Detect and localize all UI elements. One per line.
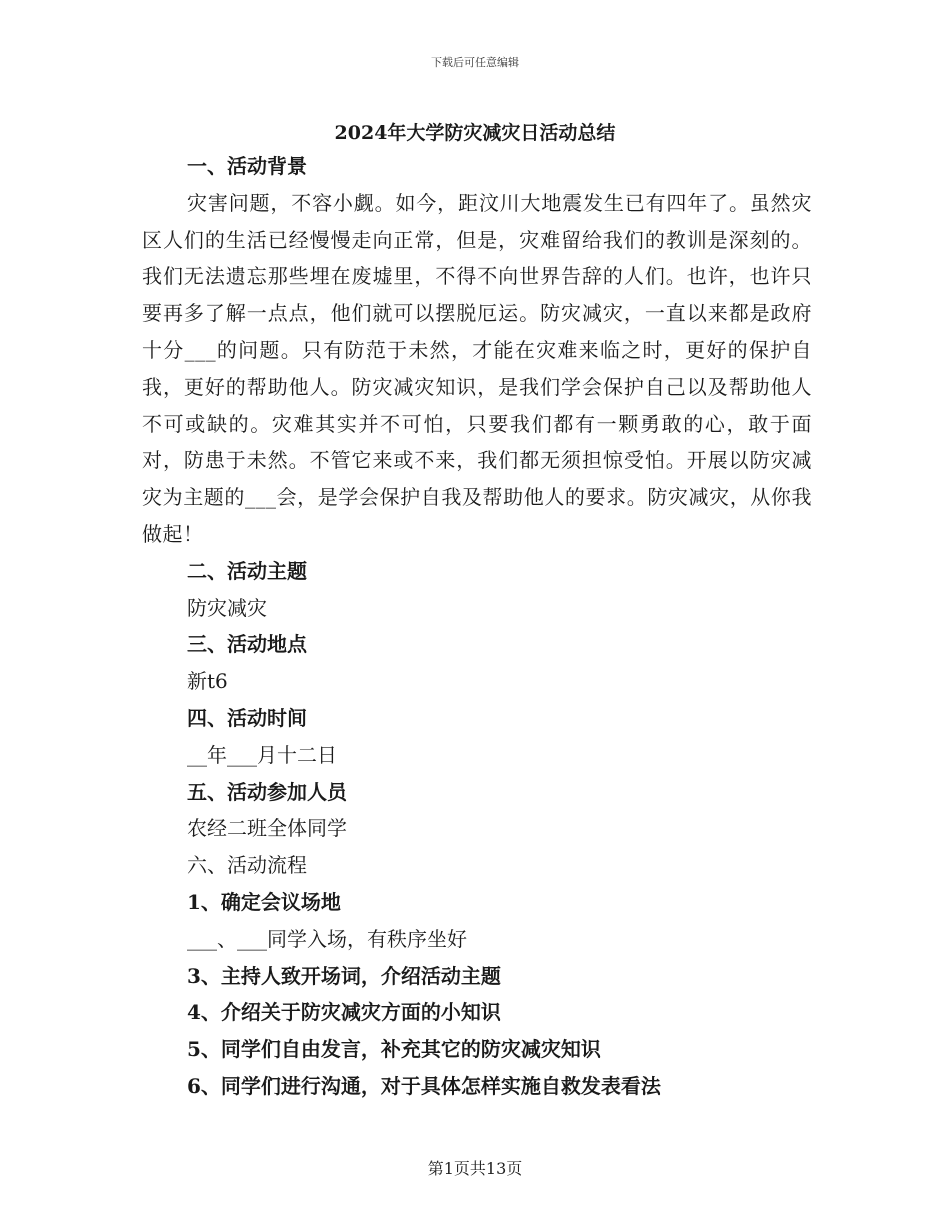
process-step-3: 3、主持人致开场词，介绍活动主题: [187, 963, 501, 988]
background-paragraph: 灾害问题，不容小觑。如今，距汶川大地震发生已有四年了。虽然灾区人们的生活已经慢慢走向正常，但是，灾难留给我们的教训是深刻的。我们无法遗忘那些埋在废墟里，不得不向世界告辞的人们。也许，也许只要再多了解一点点，他们就可以摆脱厄运。防灾减灾，一直以来都是政府十分___的问题。只有防范于未然，才能在灾难来临之时，更好的保护自我，更好的帮助他人。防灾减灾知识，是我们学会保护自己以及帮助他人不可或缺的。灾难其实并不可怕，只要我们都有一颗勇敢的心，敢于面对，防患于未然。不管它来或不来，我们都无须担惊受怕。开展以防灾减灾为主题的___会，是学会保护自我及帮助他人的要求。防灾减灾，从你我做起！: [142, 190, 812, 546]
document-title: 2024年大学防灾减灾日活动总结: [334, 122, 616, 144]
process-step-4: 4、介绍关于防灾减灾方面的小知识: [187, 1000, 501, 1025]
section-heading-theme: 二、活动主题: [187, 558, 307, 583]
section-heading-participants: 五、活动参加人员: [187, 779, 347, 804]
process-step-6: 6、同学们进行沟通，对于具体怎样实施自救发表看法: [187, 1073, 661, 1098]
section-heading-process: 六、活动流程: [187, 853, 307, 878]
document-body: [142, 148, 812, 1105]
process-step-2: ___、___同学入场，有秩序坐好: [187, 926, 467, 951]
process-step-1: 1、确定会议场地: [187, 889, 341, 914]
participants-text: 农经二班全体同学: [187, 816, 347, 841]
section-heading-time: 四、活动时间: [187, 705, 307, 730]
section-heading-location: 三、活动地点: [187, 632, 307, 657]
location-text: 新t6: [187, 669, 228, 694]
section-heading-background: 一、活动背景: [187, 154, 307, 178]
page-header-note: 下载后可任意编辑: [431, 56, 519, 69]
process-step-5: 5、同学们自由发言，补充其它的防灾减灾知识: [187, 1037, 601, 1062]
page-number: 第1页共13页: [427, 1159, 523, 1178]
theme-text: 防灾减灾: [187, 595, 267, 620]
time-text: __年___月十二日: [187, 742, 337, 767]
